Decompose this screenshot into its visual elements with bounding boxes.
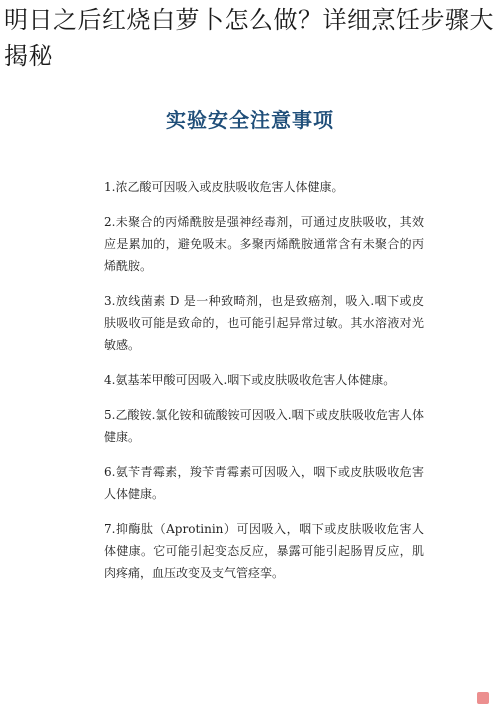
- article-headline: 明日之后红烧白萝卜怎么做？详细烹饪步骤大揭秘: [4, 6, 494, 70]
- safety-item-1: 1.浓乙酸可因吸入或皮肤吸收危害人体健康。: [104, 180, 344, 194]
- safety-item-list: [104, 176, 424, 597]
- safety-item-5: 5.乙酸铵.氯化铵和硫酸铵可因吸入.咽下或皮肤吸收危害人体健康。: [104, 408, 424, 444]
- safety-item-4: 4.氨基苯甲酸可因吸入.咽下或皮肤吸收危害人体健康。: [104, 373, 396, 387]
- safety-item-6: 6.氨苄青霉素，羧苄青霉素可因吸入，咽下或皮肤吸收危害人体健康。: [104, 465, 424, 501]
- document-image: [0, 84, 500, 708]
- site-logo-icon: [477, 692, 489, 704]
- safety-item-3: 3.放线菌素 D 是一种致畸剂，也是致癌剂，吸入.咽下或皮肤吸收可能是致命的，也可能引起异常过敏。其水溶液对光敏感。: [104, 294, 424, 352]
- document-title: 实验安全注意事项: [166, 108, 334, 132]
- safety-item-7: 7.抑酶肽（Aprotinin）可因吸入，咽下或皮肤吸收危害人体健康。它可能引起变态反应，暴露可能引起肠胃反应，肌肉疼痛，血压改变及支气管痉挛。: [104, 522, 424, 580]
- safety-item-2: 2.未聚合的丙烯酰胺是强神经毒剂，可通过皮肤吸收，其效应是累加的，避免吸末。多聚丙烯酰胺通常含有未聚合的丙烯酰胺。: [104, 215, 424, 273]
- watermark: [477, 692, 492, 704]
